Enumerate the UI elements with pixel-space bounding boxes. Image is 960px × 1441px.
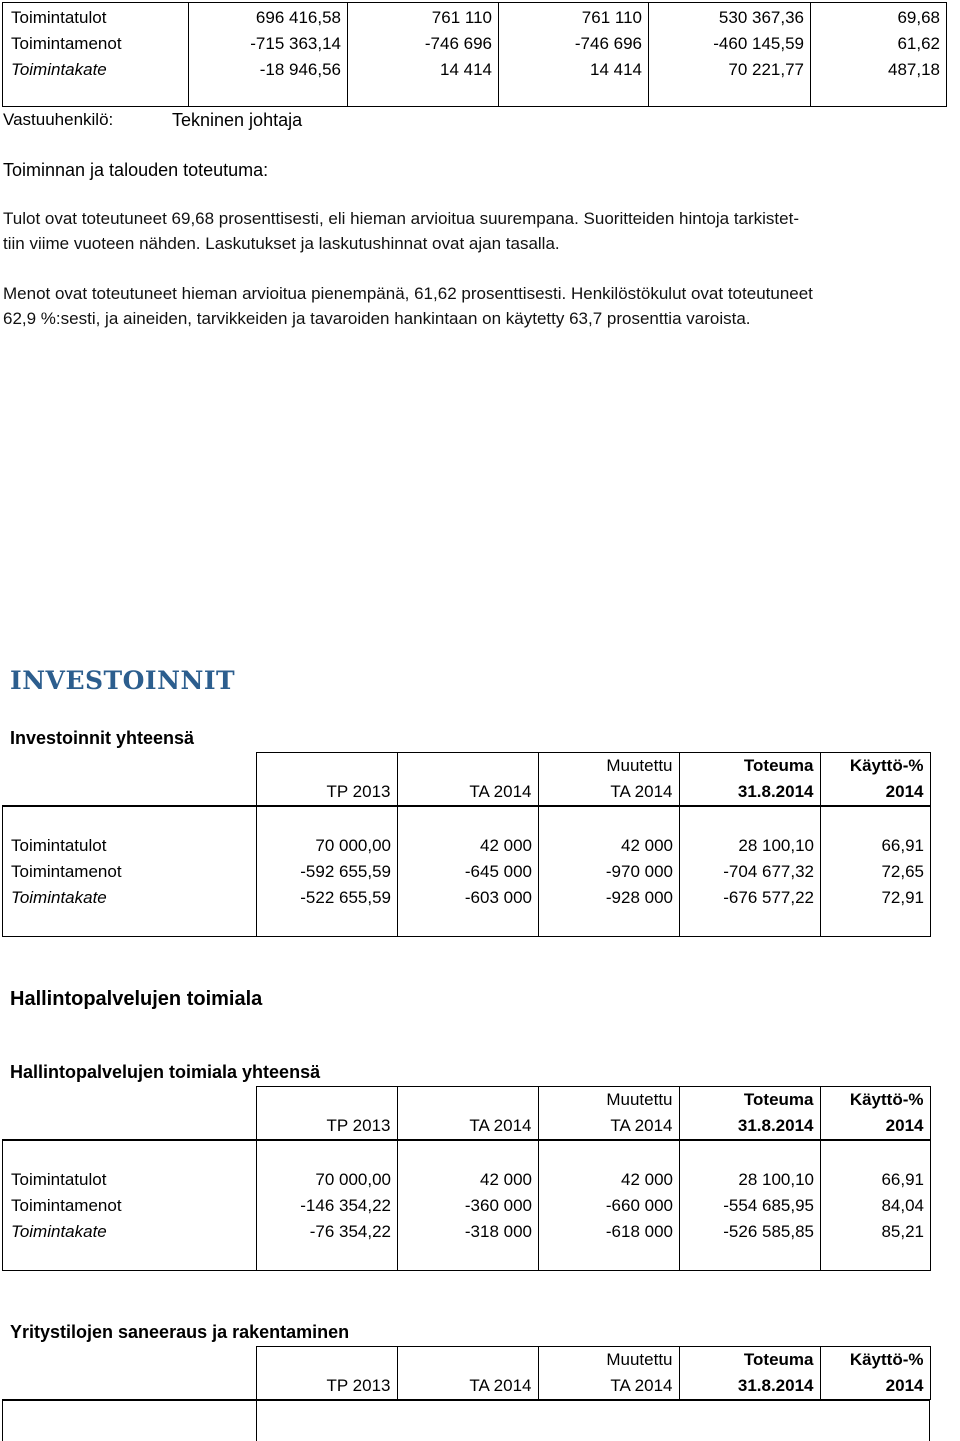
table-cell: -603 000 [464, 888, 532, 907]
row-label: Toimintamenot [11, 34, 122, 53]
row-label: Toimintakate [11, 888, 107, 907]
header-text: Käyttö-% [849, 756, 924, 775]
table-cell: 42 000 [621, 1170, 673, 1189]
table-cell: -522 655,59 [300, 888, 391, 907]
invest-total-table [2, 806, 931, 937]
header-toteuma [679, 1347, 820, 1400]
header-blank [2, 753, 256, 806]
header-text: Käyttö-% [849, 1090, 924, 1109]
admin-col-2 [398, 1141, 539, 1271]
header-text: TA 2014 [610, 1116, 673, 1135]
business-plots-table-start [2, 1400, 930, 1441]
table-cell: 28 100,10 [738, 1170, 814, 1189]
admin-total-title: Hallintopalvelujen toimiala yhteensä [10, 1062, 321, 1082]
header-muutettu [538, 1347, 679, 1400]
invest-total-title: Investoinnit yhteensä [10, 728, 195, 748]
table-cell: -746 696 [424, 34, 492, 53]
table-cell: 72,65 [881, 862, 924, 881]
table-cell: -318 000 [464, 1222, 532, 1241]
header-kaytto [820, 753, 930, 806]
invest-col-1 [257, 807, 398, 937]
header-ta2014 [397, 1347, 538, 1400]
header-text: TA 2014 [469, 1376, 532, 1395]
header-blank [2, 1347, 256, 1400]
header-text: 31.8.2014 [737, 1376, 814, 1395]
admin-col-5 [821, 1141, 931, 1271]
header-text: 2014 [885, 782, 924, 801]
text-line: Menot ovat toteutuneet hieman arvioitua pienempänä, 61,62 prosenttisesti. Henkilöstökulut ovat toteutuneet [3, 284, 813, 303]
table-cell: 761 110 [581, 8, 642, 27]
paragraph-expenses [3, 281, 813, 331]
top-table-col-3 [499, 3, 649, 107]
table-cell: -676 577,22 [723, 888, 814, 907]
top-table-col-4 [649, 3, 811, 107]
top-financial-table [2, 2, 947, 107]
header-text: TA 2014 [610, 782, 673, 801]
header-text: TP 2013 [326, 1376, 391, 1395]
table-cell: 14 414 [590, 60, 642, 79]
row-label: Toimintatulot [11, 1170, 107, 1189]
header-text: Käyttö-% [849, 1350, 924, 1369]
table-cell: 70 000,00 [315, 836, 391, 855]
header-ta2014 [397, 1087, 538, 1140]
table-cell: -715 363,14 [250, 34, 341, 53]
row-label: Toimintakate [11, 1222, 107, 1241]
top-table-col-2 [348, 3, 499, 107]
header-text: TA 2014 [469, 782, 532, 801]
row-label: Toimintakate [11, 60, 107, 79]
realization-heading: Toiminnan ja talouden toteutuma: [3, 160, 269, 180]
invest-col-2 [398, 807, 539, 937]
admin-col-4 [680, 1141, 821, 1271]
responsible-value: Tekninen johtaja [172, 110, 303, 130]
row-label: Toimintamenot [11, 1196, 122, 1215]
table-cell: 61,62 [897, 34, 940, 53]
table-cell: -76 354,22 [309, 1222, 391, 1241]
table-cell: 14 414 [440, 60, 492, 79]
header-tp2013 [256, 1347, 397, 1400]
top-table-labels [3, 3, 189, 107]
table-cell: -970 000 [605, 862, 673, 881]
header-text: 31.8.2014 [737, 1116, 814, 1135]
header-text: Toteuma [743, 756, 814, 775]
top-table-col-1 [189, 3, 348, 107]
header-text: TA 2014 [469, 1116, 532, 1135]
table-cell: 42 000 [480, 836, 532, 855]
header-muutettu [538, 753, 679, 806]
table-cell: -526 585,85 [723, 1222, 814, 1241]
table-cell: 696 416,58 [255, 8, 341, 27]
header-kaytto [820, 1347, 930, 1400]
table-cell: 66,91 [881, 1170, 924, 1189]
header-text: Muutettu [606, 756, 673, 775]
text-line: 62,9 %:sesti, ja aineiden, tarvikkeiden ja tavaroiden hankintaan on käytetty 63,7 prosenttia varoista. [3, 309, 751, 328]
table-cell: 72,91 [881, 888, 924, 907]
table-cell: 70 000,00 [315, 1170, 391, 1189]
table-cell: 70 221,77 [728, 60, 804, 79]
text-line: tiin viime vuoteen nähden. Laskutukset ja laskutushinnat ovat ajan tasalla. [3, 234, 560, 253]
table-cell: -554 685,95 [723, 1196, 814, 1215]
table-cell: 69,68 [897, 8, 940, 27]
header-toteuma [679, 753, 820, 806]
paragraph-income [3, 206, 799, 256]
responsible-label: Vastuuhenkilö: [3, 110, 114, 129]
admin-labels [3, 1141, 257, 1271]
header-text: Muutettu [606, 1090, 673, 1109]
header-text: TP 2013 [326, 1116, 391, 1135]
invest-col-5 [821, 807, 931, 937]
invest-col-4 [680, 807, 821, 937]
table-cell: -704 677,32 [723, 862, 814, 881]
table-cell: -592 655,59 [300, 862, 391, 881]
table-cell: -360 000 [464, 1196, 532, 1215]
admin-col-1 [257, 1141, 398, 1271]
header-text: 2014 [885, 1116, 924, 1135]
header-muutettu [538, 1087, 679, 1140]
header-blank [2, 1087, 256, 1140]
table-cell: 530 367,36 [718, 8, 804, 27]
invest-col-3 [539, 807, 680, 937]
business-plots-header [2, 1346, 931, 1400]
table-cell: -618 000 [605, 1222, 673, 1241]
header-toteuma [679, 1087, 820, 1140]
table-cell: -928 000 [605, 888, 673, 907]
business-plots-title: Yritystilojen saneeraus ja rakentaminen [10, 1322, 350, 1342]
header-text: Muutettu [606, 1350, 673, 1369]
text-line: Tulot ovat toteutuneet 69,68 prosenttisesti, eli hieman arvioitua suurempana. Suoritteiden hintoja tarkistet- [3, 209, 799, 228]
invest-labels [3, 807, 257, 937]
row-label: Toimintatulot [11, 8, 107, 27]
header-text: Toteuma [743, 1350, 814, 1369]
header-text: TP 2013 [326, 782, 391, 801]
header-text: 31.8.2014 [737, 782, 814, 801]
header-tp2013 [256, 753, 397, 806]
table-cell: 42 000 [621, 836, 673, 855]
top-table-col-5 [811, 3, 947, 107]
table-cell: -146 354,22 [300, 1196, 391, 1215]
invest-total-header [2, 752, 931, 806]
table-cell: 85,21 [881, 1222, 924, 1241]
header-kaytto [820, 1087, 930, 1140]
table-cell: 66,91 [881, 836, 924, 855]
row-label: Toimintamenot [11, 862, 122, 881]
table-cell: 487,18 [888, 60, 940, 79]
admin-total-table [2, 1140, 931, 1271]
table-cell: -18 946,56 [259, 60, 341, 79]
admin-heading: Hallintopalvelujen toimiala [10, 988, 263, 1010]
header-text: Toteuma [743, 1090, 814, 1109]
admin-total-header [2, 1086, 931, 1140]
header-ta2014 [397, 753, 538, 806]
header-text: 2014 [885, 1376, 924, 1395]
table-cell: 28 100,10 [738, 836, 814, 855]
table-cell: 761 110 [431, 8, 492, 27]
admin-col-3 [539, 1141, 680, 1271]
row-label: Toimintatulot [11, 836, 107, 855]
table-cell: -645 000 [464, 862, 532, 881]
table-cell: 84,04 [881, 1196, 924, 1215]
table-cell: -660 000 [605, 1196, 673, 1215]
table-cell: 42 000 [480, 1170, 532, 1189]
investments-heading: INVESTOINNIT [10, 666, 236, 695]
table-cell: -460 145,59 [713, 34, 804, 53]
table-cell: -746 696 [574, 34, 642, 53]
header-text: TA 2014 [610, 1376, 673, 1395]
header-tp2013 [256, 1087, 397, 1140]
column-divider [256, 1401, 257, 1441]
